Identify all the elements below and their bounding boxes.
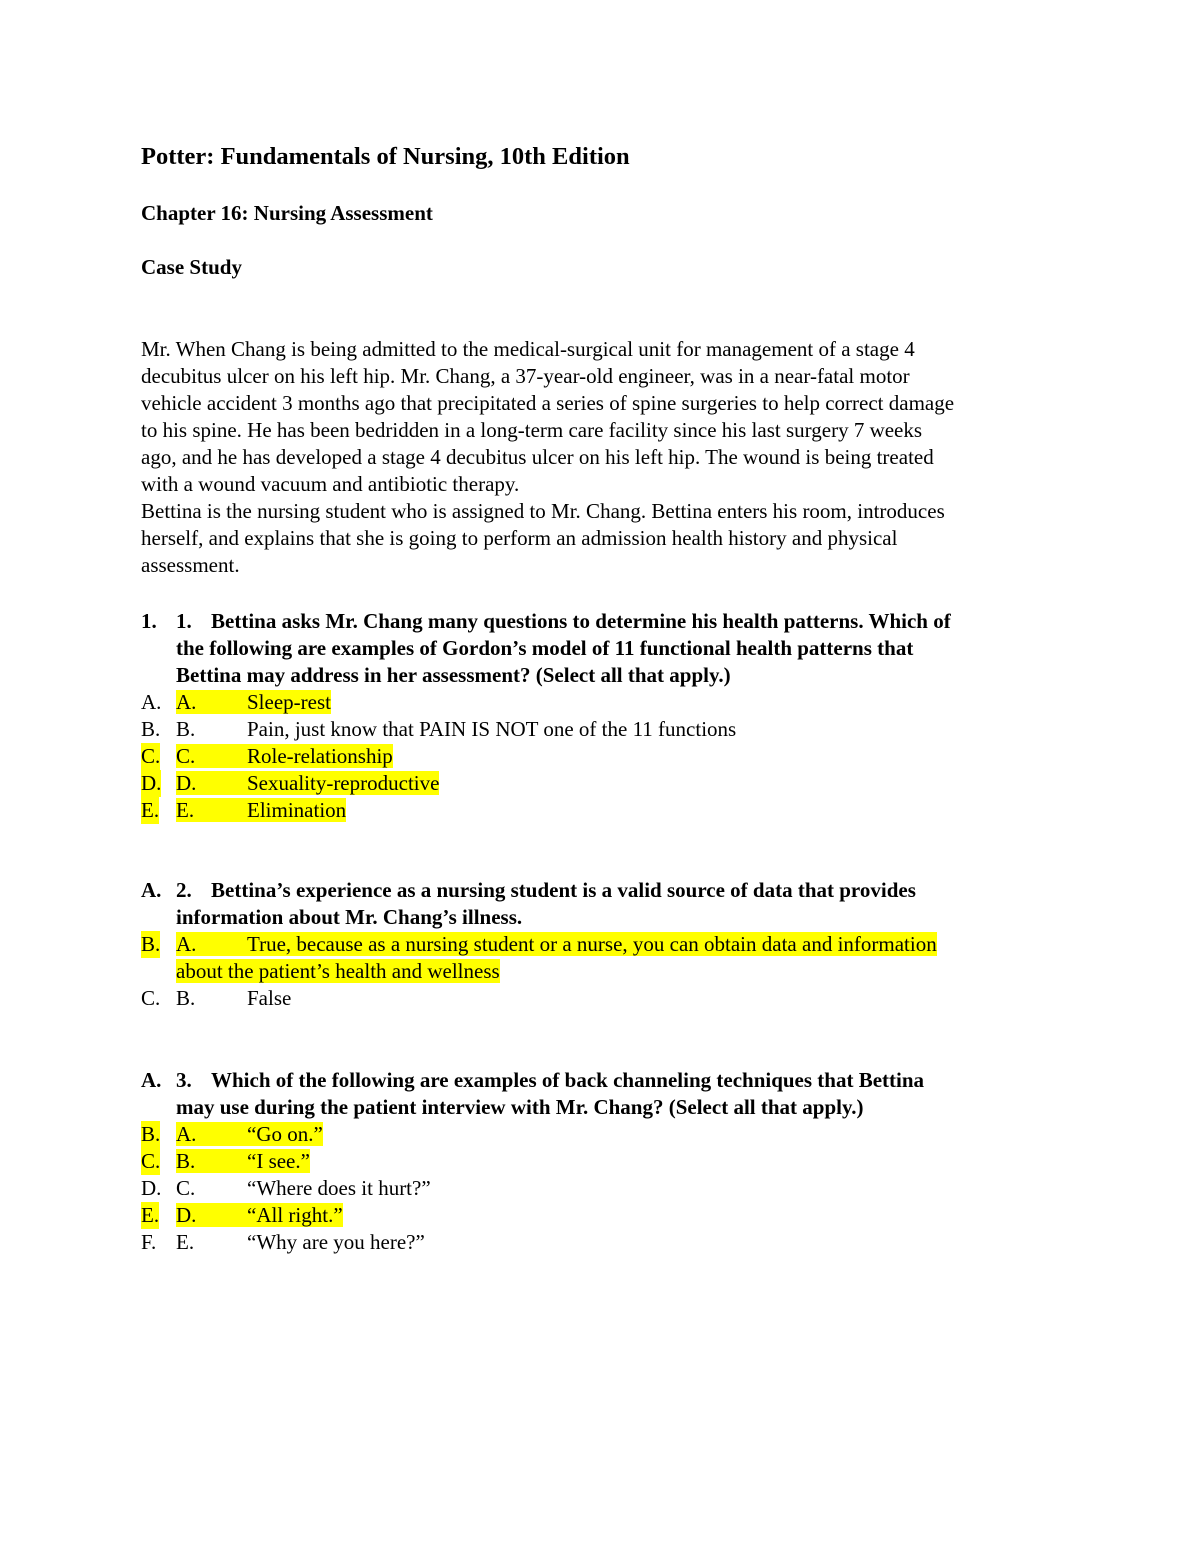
option-text: Sexuality-reproductive [247, 771, 440, 795]
option-marker: F. [141, 1230, 157, 1254]
option-marker: E. [141, 1203, 160, 1227]
question-number: 3. [176, 1068, 192, 1092]
option-letter: D. [176, 1203, 197, 1227]
option-letter: A. [176, 690, 197, 714]
document-title: Potter: Fundamentals of Nursing, 10th Edition [141, 143, 630, 170]
option-marker: B. [141, 1122, 161, 1146]
answer-option [141, 1229, 1101, 1256]
option-text: False [247, 986, 292, 1010]
option-marker: B. [141, 717, 161, 741]
option-letter: B. [176, 1149, 196, 1173]
answer-option [141, 743, 1101, 770]
paragraph-line: to his spine. He has been bedridden in a long-term care facility since his last surgery 7 weeks [141, 418, 923, 442]
question-stem [141, 608, 1101, 689]
option-marker: D. [141, 1176, 162, 1200]
paragraph-line: decubitus ulcer on his left hip. Mr. Chang, a 37-year-old engineer, was in a near-fatal motor [141, 364, 910, 388]
option-marker: B. [141, 932, 161, 956]
question-stem [141, 877, 1101, 931]
paragraph-line: Bettina is the nursing student who is assigned to Mr. Chang. Bettina enters his room, introduces [141, 499, 945, 523]
option-text: Pain, just know that PAIN IS NOT one of the 11 functions [247, 717, 737, 741]
paragraph-line: herself, and explains that she is going to perform an admission health history and physical [141, 526, 898, 550]
option-text: “Go on.” [247, 1122, 323, 1146]
answer-option [141, 1148, 1101, 1175]
answer-option [141, 1202, 1101, 1229]
option-letter: C. [176, 1176, 196, 1200]
option-marker: E. [141, 798, 160, 822]
paragraph-line: vehicle accident 3 months ago that precipitated a series of spine surgeries to help correct damage [141, 391, 955, 415]
chapter-heading: Chapter 16: Nursing Assessment [141, 201, 433, 225]
option-text: “Where does it hurt?” [247, 1176, 431, 1200]
question-2 [141, 877, 1101, 1012]
paragraph-line: with a wound vacuum and antibiotic therapy. [141, 472, 520, 496]
option-letter: E. [176, 1230, 195, 1254]
answer-option [141, 689, 1101, 716]
paragraph-line: ago, and he has developed a stage 4 decubitus ulcer on his left hip. The wound is being treated [141, 445, 934, 469]
option-text: “All right.” [247, 1203, 343, 1227]
option-marker: A. [141, 690, 162, 714]
section-heading: Case Study [141, 255, 242, 279]
option-text: “Why are you here?” [247, 1230, 425, 1254]
case-study-paragraph [141, 336, 1071, 579]
question-text-line: the following are examples of Gordon’s model of 11 functional health patterns that [176, 636, 914, 660]
question-text-line: Bettina’s experience as a nursing student is a valid source of data that provides [211, 878, 916, 902]
answer-option [141, 985, 1101, 1012]
option-marker: C. [141, 744, 161, 768]
option-letter: E. [176, 798, 195, 822]
question-text-line: Bettina may address in her assessment? (Select all that apply.) [176, 663, 731, 687]
option-marker: C. [141, 986, 161, 1010]
paragraph-line: assessment. [141, 553, 240, 577]
answer-option [141, 770, 1101, 797]
answer-option [141, 797, 1101, 824]
option-text: Sleep-rest [247, 690, 331, 714]
option-text: Elimination [247, 798, 347, 822]
option-text: Role-relationship [247, 744, 393, 768]
option-text: True, because as a nursing student or a nurse, you can obtain data and information [247, 932, 937, 956]
question-text-line: Which of the following are examples of back channeling techniques that Bettina [211, 1068, 925, 1092]
option-marker: C. [141, 1149, 161, 1173]
question-number: 2. [176, 878, 192, 902]
option-letter: B. [176, 986, 196, 1010]
option-letter: D. [176, 771, 197, 795]
answer-option [141, 931, 1101, 958]
question-stem [141, 1067, 1101, 1121]
question-1 [141, 608, 1101, 824]
list-marker: 1. [141, 609, 157, 633]
question-text-line: information about Mr. Chang’s illness. [176, 905, 523, 929]
paragraph-line: Mr. When Chang is being admitted to the medical-surgical unit for management of a stage 4 [141, 337, 915, 361]
question-text-line: Bettina asks Mr. Chang many questions to determine his health patterns. Which of [211, 609, 951, 633]
answer-option [141, 1121, 1101, 1148]
question-text-line: may use during the patient interview with Mr. Chang? (Select all that apply.) [176, 1095, 864, 1119]
option-text: “I see.” [247, 1149, 310, 1173]
option-marker: D. [141, 771, 162, 795]
option-letter: A. [176, 1122, 197, 1146]
option-text: about the patient’s health and wellness [176, 959, 500, 983]
list-marker: A. [141, 1068, 162, 1092]
option-continuation [141, 958, 1101, 985]
answer-option [141, 1175, 1101, 1202]
question-number: 1. [176, 609, 192, 633]
option-letter: B. [176, 717, 196, 741]
list-marker: A. [141, 878, 162, 902]
question-3 [141, 1067, 1101, 1256]
option-letter: C. [176, 744, 196, 768]
option-letter: A. [176, 932, 197, 956]
answer-option [141, 716, 1101, 743]
